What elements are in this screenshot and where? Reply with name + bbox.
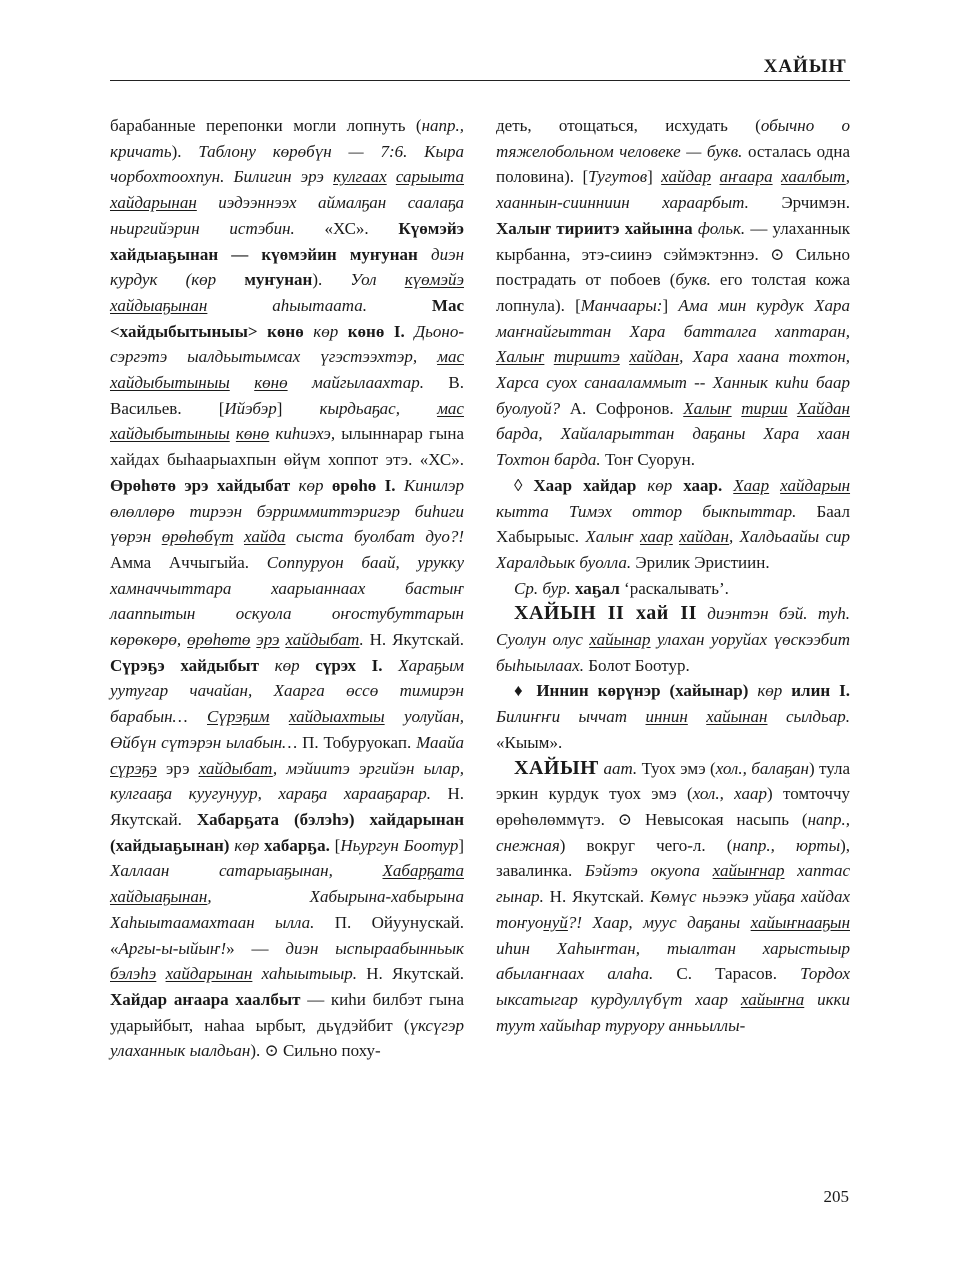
text-run: » —	[226, 938, 286, 958]
text-run: хаалбыт	[781, 167, 846, 187]
text-run: хаар.	[683, 475, 723, 495]
text-run: көр	[229, 835, 265, 855]
text-run: көр	[191, 270, 217, 290]
text-run: Хаар хайдар	[533, 475, 637, 495]
text-run	[270, 707, 289, 726]
text-run	[722, 476, 733, 495]
text-run: хайдыаҕынан	[110, 295, 208, 315]
text-run: хайдыбытыныы	[110, 373, 230, 393]
header-rule	[110, 80, 850, 81]
text-run: көр	[258, 655, 316, 675]
text-run: ) томточчу өрөһөлөммүтэ. ⊙ Невысокая насыпь (	[496, 784, 850, 829]
text-run: хайыҥнааҕын	[750, 912, 850, 932]
text-run: , Халдьаайы сир Харалдьык буолла.	[496, 527, 850, 572]
text-run: хайыҥнар	[712, 861, 785, 881]
text-run: ), завалинка.	[496, 835, 850, 881]
text-run: хайынан	[706, 707, 768, 727]
text-run: хайдан	[629, 347, 680, 367]
text-run: Бэйэтэ окуопа	[584, 861, 713, 881]
text-run	[769, 476, 780, 495]
text-run	[787, 399, 797, 418]
text-run: Эрчимэн.	[748, 193, 851, 213]
text-run: Суолун олус	[496, 630, 590, 650]
text-run: икки туут хайыһар туруору анньыллы-	[496, 989, 850, 1035]
left-column	[110, 113, 464, 1064]
text-run: хаҕал	[575, 578, 620, 598]
text-run: Хабарҕата (бэлэһэ) хайдарынан (хайдыаҕынан)	[110, 809, 465, 855]
text-run: фольк.	[692, 218, 746, 238]
text-run: Халлаан сатарыаҕынан,	[110, 861, 383, 881]
entry-paragraph	[496, 756, 850, 1039]
text-run: өрөһө I.	[331, 475, 396, 495]
text-run: барабанные перепонки могли лопнуть (	[110, 116, 422, 135]
text-run: Баал Хабырыыс.	[496, 501, 850, 547]
text-run: Хайдан	[797, 398, 850, 418]
text-run: Н. Якутскай.	[543, 887, 650, 907]
entry-paragraph	[496, 576, 850, 602]
text-run: Халыҥ тириитэ хайынна	[496, 218, 693, 238]
text-run: аһыытаата.	[207, 295, 368, 315]
text-run	[620, 347, 629, 366]
text-run: хабарҕа.	[264, 835, 330, 855]
text-run: Тордох ыксатыгар курдуллүбүт хаар	[496, 964, 850, 1009]
text-run: көр	[303, 321, 348, 341]
text-run: бэлэһэ	[110, 964, 157, 984]
running-head: ХАЙЫҤ	[763, 56, 847, 77]
text-run: ]	[276, 398, 320, 418]
text-run: Ньургун Боотур	[340, 835, 459, 855]
text-run: ♦	[514, 681, 537, 701]
text-run: эрэ	[166, 758, 199, 778]
text-run: иһин Хаһыҥтан, тыалтан харыстыыр абылаҥнаах алаһа.	[496, 938, 850, 984]
text-run: ]	[662, 295, 679, 315]
text-run: хайда	[244, 527, 286, 547]
text-run: хайдыбат	[198, 758, 273, 778]
entry-paragraph	[496, 473, 850, 576]
text-run	[387, 167, 396, 186]
text-run: көнө	[254, 373, 288, 393]
text-run: Ср. бур.	[514, 578, 571, 598]
text-run: Халыҥ	[683, 398, 732, 418]
text-run: кулгааҕа куугунуур, хараҕа харааҕарар.	[110, 784, 431, 804]
text-run: ‘раскалывать’.	[619, 578, 729, 598]
text-run: Ийэбэр	[224, 398, 277, 418]
text-run: киһиэхэ,	[269, 424, 342, 444]
text-run: уолуйан, Өйбүн сүтэрэн ылабын…	[110, 707, 465, 752]
text-run: хайдарынан	[165, 964, 253, 984]
text-run	[230, 373, 254, 392]
text-run: хайдыбытыныы	[110, 424, 230, 444]
text-run: Хараҕым уутугар чачайан, Хаарга өссө тимирэн барабын…	[110, 655, 465, 727]
text-run: муҥунан	[244, 270, 313, 290]
text-run: П. Ойуунускай. «	[110, 912, 464, 958]
text-run: хол., хаар	[692, 784, 767, 804]
text-run: диэн курдук (	[110, 244, 465, 290]
text-run: улахан уоруйах үөскээбит быһыылаах.	[496, 630, 850, 675]
text-run: мас	[437, 347, 464, 367]
text-run: үксүгэр улаханнык ыалдьан	[110, 1015, 464, 1061]
text-run: напр., кричать	[110, 116, 464, 161]
text-run: кырдьаҕас,	[319, 398, 438, 418]
text-run: кулгаах	[333, 167, 387, 187]
text-run: Туох эмэ (	[637, 758, 716, 778]
text-run	[234, 527, 245, 546]
text-run: Билиҥҥи ыччат	[496, 707, 646, 727]
text-run: өрөһөбүт	[161, 527, 234, 547]
text-run: напр., снежная	[496, 809, 850, 855]
text-run	[156, 964, 165, 983]
text-run: Хайдар аҥаара хаалбыт	[110, 989, 301, 1009]
text-run: тириитэ	[553, 347, 620, 367]
text-run	[405, 322, 415, 341]
text-run: Эрилик Эристиин.	[631, 552, 770, 572]
text-run: С. Тарасов.	[653, 964, 801, 984]
text-run: Н. Якутскай.	[110, 784, 464, 829]
text-run: сүрэх I.	[315, 655, 383, 675]
text-run: Н. Якутскай.	[357, 964, 464, 984]
text-run: осталась одна половина). [	[496, 141, 850, 187]
text-run: хайдыбат	[285, 630, 360, 650]
text-run: хаһыытыыр.	[252, 964, 358, 984]
text-run: «ХС».	[419, 450, 464, 470]
text-run	[383, 656, 399, 675]
text-run: Хабарҕата	[382, 861, 464, 881]
text-run: ылыннарар гына хайдах быһаарыахпын өйүм хоппот этэ.	[110, 424, 464, 470]
text-run: деть, отощаться, исхудать (	[496, 116, 761, 135]
text-run: Халыҥ	[496, 347, 545, 367]
text-run: хайдарын	[780, 475, 851, 495]
text-run: көр	[290, 475, 332, 495]
text-run: Сүрэҕэ хайдыбыт	[110, 655, 259, 675]
text-run: ХАЙЫН II хай II	[514, 602, 697, 625]
text-run: ) тула эркин курдук туох эмэ (	[496, 758, 851, 804]
text-run: хайдар	[661, 167, 712, 187]
text-run: сыста буолбат дуо?!	[285, 527, 464, 547]
text-run: Таблону көрөбүн — 7:6. Кыра чорбохтоохпун. Билигин эрэ	[110, 141, 464, 187]
text-run: ]	[458, 835, 464, 855]
text-run: Мас <хайдыбытыныы> көнө	[110, 295, 464, 341]
text-run: Манчаары:	[580, 295, 663, 315]
text-run: обычно о тяжелобольном человеке — букв.	[496, 116, 850, 161]
text-run: сүрэҕэ	[110, 758, 157, 778]
text-run: илин I.	[791, 681, 850, 701]
text-run	[157, 759, 166, 778]
text-run: «Кыым».	[496, 732, 563, 752]
text-run: көр	[748, 681, 792, 701]
text-run: букв.	[675, 270, 711, 290]
text-run: Амма Аччыгыйа.	[110, 552, 267, 572]
text-run: , хааннын-сиинниин хараарбыт.	[496, 167, 851, 213]
entry-paragraph	[496, 601, 850, 678]
right-column	[496, 113, 850, 1038]
entry-paragraph	[496, 113, 850, 473]
text-run: хайдыаҕынан	[110, 887, 208, 907]
text-run	[367, 296, 432, 315]
text-run: хол., балаҕан	[715, 758, 809, 778]
text-run: Болот Боотур.	[584, 655, 690, 675]
text-run: П. Тобуруокап.	[297, 732, 417, 752]
text-run: Ама мин курдук Хара маҥнайгыттан Хара батталга хаптаран,	[496, 295, 850, 341]
text-run: сылдьар.	[767, 707, 850, 727]
text-run: ).	[171, 141, 199, 161]
text-run: Тоҥ Суорун.	[600, 450, 696, 470]
text-run: диэнтэн бэй. туһ.	[696, 604, 850, 624]
text-run: ]	[647, 167, 662, 187]
text-run: «ХС».	[324, 218, 399, 238]
text-run	[216, 270, 244, 289]
text-run: [	[329, 835, 341, 855]
text-run: кытта Тимэх оттор быкпыттар.	[496, 501, 797, 521]
text-run: Иннин көрүнэр (хайынар)	[536, 681, 749, 701]
text-run: Көмүс ньээкэ уйаҕа хайдах тоҥуо	[496, 887, 851, 932]
text-run	[688, 707, 706, 726]
text-run: Кинилэр өлөллөрө тирээн бэрриммиттэригэр биһиги үөрэн	[110, 475, 465, 547]
text-run	[544, 347, 553, 366]
text-run: — улаханнык кырбанна, этэ-сиинэ сэймэктэннэ. ⊙ Сильно пострадать от побоев (	[496, 218, 850, 290]
text-run: хаар	[640, 527, 673, 547]
text-run: көнө	[235, 424, 270, 444]
text-run: В. Васильев. [	[110, 373, 464, 418]
text-run: тирии	[741, 398, 788, 418]
entry-paragraph	[496, 678, 850, 755]
text-run: ) вокруг чего-л. (	[559, 835, 733, 855]
entry-paragraph	[110, 113, 464, 1064]
text-run: диэн ыспыраабынньык	[285, 938, 464, 958]
text-run: А. Софронов.	[560, 398, 684, 418]
text-run: ?! Хаар, муус даҕаны	[567, 912, 751, 932]
text-run: Тугутов	[588, 167, 648, 187]
text-run: ).	[312, 270, 351, 290]
text-run	[773, 167, 781, 186]
text-run: көнө I.	[347, 321, 405, 341]
text-run: көр	[636, 475, 684, 495]
text-run: аҥаара	[719, 167, 773, 187]
text-run: , Хара хаана тохтон, Харса суох санааламмыт -- Ханнык киһи баар буолуой?	[496, 347, 851, 418]
text-run: майгылаахтар.	[287, 373, 424, 393]
text-run: Халыҥ	[585, 527, 640, 547]
text-run	[396, 476, 404, 495]
text-run: Күөмэйэ хайдыаҕынан — күөмэйин муҥунан	[110, 218, 464, 264]
text-run: .	[359, 630, 364, 650]
text-run: ). ⊙ Сильно поху-	[250, 1041, 381, 1061]
text-run: иннин	[645, 707, 688, 727]
text-run: , Хабырына-хабырына Хаһыытаамахтаан ылла.	[110, 887, 464, 932]
text-run: Хаар	[733, 475, 770, 495]
text-run: иэдээннээх аймалҕан саалаҕа ньиргийэрин истэбин.	[110, 193, 464, 238]
text-run: күөмэйэ	[404, 270, 464, 290]
text-run	[732, 399, 742, 418]
text-run: хайынар	[589, 630, 651, 650]
text-run: ХАЙЫҤ	[514, 756, 600, 779]
text-run: Сүрэҕим	[207, 707, 270, 727]
text-run: Аргы-ы-ыйыҥ!	[118, 938, 227, 958]
text-run: эрэ	[256, 630, 280, 650]
text-run: Соппуруон баай, урукку хамначчыттара хаарыаннаах бастыҥ лааппытын оскуола оҥостубуттарын көрөкөрө,	[110, 552, 464, 650]
text-run: — киһи билбэт гына ударыйбыт, наһаа ырбыт, дьүдэйбит (	[110, 989, 464, 1035]
page-number: 205	[823, 1187, 849, 1206]
text-run: Маайа	[416, 732, 464, 752]
text-run: хайдан	[679, 527, 729, 547]
text-run: аат.	[599, 758, 638, 778]
text-run: напр., юрты	[732, 835, 841, 855]
text-run	[711, 167, 719, 186]
text-run: , мэйиитэ эргийэн ылар,	[272, 758, 464, 778]
text-run: мас	[437, 398, 464, 418]
text-run: барда, Хайаларыттан даҕаны Хара хаан Тохтон барда.	[496, 424, 850, 470]
text-run: хайыҥна	[740, 989, 805, 1009]
text-run: хайдарынан	[110, 193, 197, 213]
text-run: сарыыта	[395, 167, 465, 187]
text-run: өрөһөтө	[187, 630, 251, 650]
text-run: его толстая кожа лопнула). [	[496, 270, 850, 315]
text-run: Дьоно-сэргэтэ ыалдьытымсах үгэстээхтэр,	[110, 321, 464, 367]
text-run: хайдыахтыы	[288, 707, 385, 727]
text-run: нуй	[543, 912, 568, 932]
text-run: хаптас гынар.	[496, 861, 850, 907]
text-run: Н. Якутскай.	[363, 630, 465, 650]
text-run: Өрөһөтө эрэ хайдыбат	[110, 475, 291, 495]
text-run: Уол	[350, 270, 405, 290]
text-run: ◊	[514, 475, 534, 495]
